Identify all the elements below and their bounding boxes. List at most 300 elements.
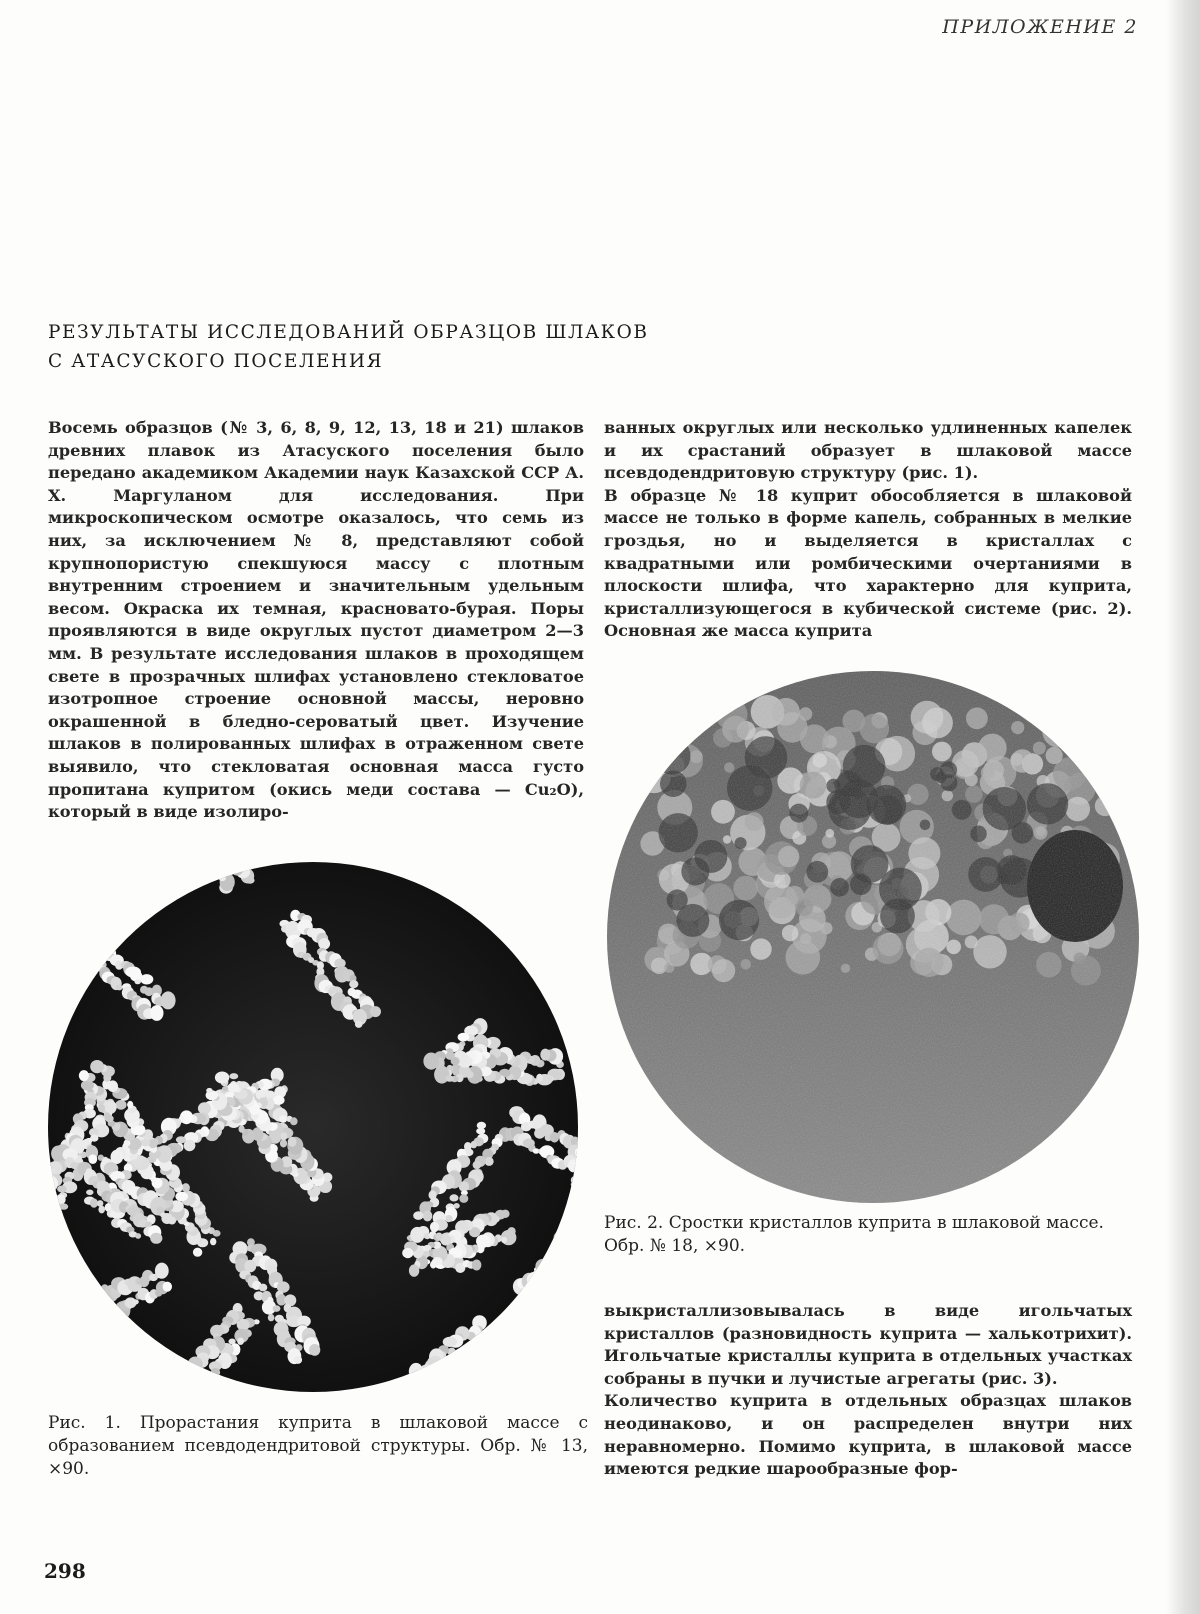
texture-dot — [490, 1336, 497, 1342]
texture-dot — [548, 1259, 561, 1270]
texture-dot — [534, 1339, 547, 1353]
texture-dot — [526, 1324, 542, 1335]
texture-dot — [548, 1323, 563, 1339]
texture-dot — [55, 1194, 65, 1204]
article-title-line-1: РЕЗУЛЬТАТЫ ИССЛЕДОВАНИЙ ОБРАЗЦОВ ШЛАКОВ — [48, 322, 649, 343]
texture-dot — [61, 929, 73, 939]
left-column-text: Восемь образцов (№ 3, 6, 8, 9, 12, 13, 18 и 21) шлаков древних плавок из Атасуского поселения было передано академиком Академии наук Казахской ССР А. Х. Маргуланом для исследования. При микроскопическом осмотре оказалось, что семь из них, за исключением № 8, представляют собой крупнопористую спекшуюся массу с плотным внутренним строением и значительным удельным весом. Окраска их темная, красновато-бурая. Поры проявляются в виде округлых пустот диаметром 2—3 мм. В результате исследования шлаков в проходящем свете в прозрачных шлифах установлено стекловатое изотропное строение основной массы, неровно окрашенной в бледно-сероватый цвет. Изучение шлаков в полированных шлифах в отраженном свете выявило, что стекловатая основная масса густо пропитана купритом (окись меди состава — Cu₂O), который в виде изолиро- — [48, 418, 584, 822]
texture-dot — [176, 1136, 186, 1143]
texture-dot — [370, 1006, 381, 1017]
texture-dot — [446, 1075, 454, 1081]
texture-dot — [217, 862, 227, 868]
texture-dot — [558, 1341, 574, 1357]
texture-dot — [105, 1100, 117, 1113]
texture-dot — [51, 1146, 64, 1162]
texture-dot — [90, 930, 98, 937]
texture-dot — [150, 1005, 163, 1021]
texture-dot — [563, 1275, 570, 1283]
texture-dot — [537, 1291, 543, 1296]
texture-dot — [565, 1220, 578, 1231]
texture-dot — [413, 1211, 423, 1220]
texture-dot — [227, 1083, 239, 1093]
texture-dot — [211, 1368, 221, 1377]
texture-dot — [560, 1223, 571, 1236]
texture-dot — [555, 1295, 570, 1307]
texture-dot — [568, 1235, 578, 1248]
texture-dot — [549, 1258, 559, 1265]
texture-dot — [551, 1305, 564, 1316]
texture-dot — [470, 1357, 479, 1367]
texture-dot — [552, 1275, 559, 1282]
texture-dot — [522, 1338, 530, 1347]
texture-dot — [163, 1282, 172, 1292]
texture-dot — [542, 1341, 549, 1349]
texture-dot — [92, 939, 102, 951]
texture-dot — [193, 1248, 202, 1257]
texture-dot — [60, 933, 74, 950]
texture-dot — [541, 1289, 548, 1295]
texture-dot — [547, 1313, 559, 1325]
texture-dot — [294, 1356, 302, 1364]
texture-crystal — [680, 704, 698, 722]
texture-dot — [446, 1052, 455, 1060]
texture-dot — [70, 939, 76, 944]
texture-dot — [576, 1342, 578, 1351]
texture-dot — [460, 1355, 467, 1360]
texture-dot — [189, 1372, 197, 1379]
texture-dot — [441, 1364, 452, 1374]
texture-dot — [234, 862, 249, 869]
texture-dot — [440, 1391, 452, 1392]
texture-dot — [85, 924, 97, 933]
texture-dot — [567, 1217, 574, 1222]
texture-dot — [538, 1300, 549, 1312]
texture-dot — [474, 1384, 481, 1392]
texture-dot — [48, 905, 54, 914]
texture-dot — [402, 1248, 413, 1258]
texture-dot — [462, 1359, 468, 1365]
texture-dot — [391, 1390, 401, 1393]
texture-dot — [429, 1389, 438, 1392]
texture-dot — [537, 1354, 552, 1370]
texture-dot — [451, 1360, 458, 1366]
texture-dot — [555, 1248, 570, 1261]
texture-dot — [527, 1272, 542, 1287]
texture-dot — [239, 1125, 245, 1132]
texture-dot — [273, 1305, 281, 1312]
texture-dot — [546, 1340, 559, 1351]
texture-dot — [198, 862, 205, 864]
texture-dot — [68, 912, 81, 924]
texture-dot — [571, 1243, 578, 1255]
texture-dot — [198, 1385, 206, 1391]
texture-dot — [459, 1194, 468, 1203]
texture-dot — [535, 1282, 549, 1297]
texture-dot — [568, 1194, 578, 1206]
texture-dot — [280, 1139, 287, 1147]
texture-dot — [566, 1254, 578, 1272]
texture-dot — [48, 1239, 49, 1253]
texture-dot — [135, 979, 141, 984]
texture-dot — [150, 1233, 162, 1244]
texture-dot — [49, 920, 60, 929]
texture-dot — [67, 918, 82, 931]
texture-dot — [573, 1256, 578, 1270]
texture-dot — [555, 1365, 563, 1372]
texture-dot — [219, 869, 226, 877]
texture-dot — [92, 933, 103, 941]
texture-dot — [288, 1137, 297, 1147]
texture-dot — [501, 1237, 507, 1243]
texture-dot — [472, 1346, 485, 1359]
texture-dot — [485, 1157, 494, 1166]
texture-dot — [48, 1212, 60, 1224]
texture-dot — [457, 1379, 465, 1387]
texture-dot — [439, 1378, 450, 1386]
texture-dot — [75, 941, 82, 947]
texture-dot — [48, 1235, 51, 1249]
texture-dot — [170, 1386, 185, 1392]
texture-dot — [565, 1276, 577, 1290]
texture-dot — [135, 1233, 141, 1239]
figure-2-image — [607, 671, 1139, 1203]
texture-dot — [556, 1343, 565, 1353]
texture-dot — [409, 1363, 423, 1380]
texture-dot — [86, 1190, 93, 1196]
texture-dot — [309, 1344, 320, 1356]
texture-dot — [573, 1360, 578, 1370]
texture-dot — [533, 1300, 539, 1307]
texture-dot — [175, 1192, 188, 1201]
texture-dot — [433, 1376, 446, 1391]
texture-dot — [430, 1261, 437, 1269]
texture-crystal — [670, 706, 688, 724]
texture-dot — [446, 1384, 461, 1392]
texture-dot — [48, 1226, 52, 1237]
texture-dot — [219, 862, 231, 863]
texture-dot — [529, 1307, 545, 1321]
texture-dot — [318, 938, 330, 949]
texture-dot — [557, 1254, 568, 1262]
texture-dot — [430, 1222, 439, 1232]
texture-dot — [575, 1165, 578, 1170]
texture-dot — [210, 1238, 216, 1245]
texture-dot — [188, 1357, 203, 1373]
texture-dot — [48, 1189, 52, 1198]
texture-dot — [79, 1070, 89, 1081]
texture-dot — [129, 1154, 137, 1160]
texture-dot — [542, 1344, 550, 1353]
texture-dot — [203, 862, 211, 868]
texture-dot — [115, 1100, 126, 1110]
texture-dot — [454, 1365, 465, 1377]
texture-dot — [453, 1356, 464, 1365]
texture-dot — [414, 1378, 421, 1383]
texture-dot — [551, 1280, 567, 1291]
texture-dot — [161, 991, 176, 1009]
texture-dot — [116, 985, 123, 991]
texture-dot — [268, 1314, 275, 1321]
texture-dot — [215, 1072, 229, 1084]
texture-dot — [565, 1211, 573, 1217]
texture-dot — [475, 1380, 486, 1389]
texture-dot — [90, 1198, 98, 1207]
texture-dot — [182, 1183, 190, 1192]
texture-crystal — [1101, 782, 1110, 791]
texture-dot — [48, 887, 56, 900]
texture-dot — [445, 1215, 453, 1222]
texture-dot — [221, 862, 233, 871]
figure-1-micrograph — [48, 862, 578, 1392]
texture-dot — [476, 1336, 492, 1350]
texture-dot — [259, 1284, 268, 1292]
texture-dot — [105, 1301, 114, 1309]
texture-dot — [445, 1360, 459, 1376]
texture-dot — [560, 1357, 570, 1367]
texture-dot — [244, 1260, 256, 1273]
texture-dot — [100, 1307, 115, 1320]
texture-dot — [48, 1224, 54, 1231]
texture-crystal — [655, 762, 663, 770]
texture-dot — [127, 1101, 133, 1108]
texture-dot — [219, 876, 226, 882]
texture-dot — [460, 1375, 469, 1384]
texture-dot — [524, 1334, 535, 1343]
texture-dot — [535, 1259, 550, 1274]
texture-dot — [566, 1243, 578, 1254]
texture-dot — [544, 1318, 558, 1330]
texture-crystal — [630, 725, 666, 761]
texture-dot — [556, 1302, 567, 1312]
texture-dot — [543, 1261, 557, 1273]
right-column-top — [604, 417, 1132, 643]
texture-dot — [199, 1378, 210, 1389]
page-number: 298 — [44, 1559, 86, 1583]
texture-dot — [537, 1294, 548, 1306]
texture-dot — [290, 1117, 298, 1125]
right-column-paragraph-2: В образце № 18 куприт обособляется в шлаковой массе не только в форме капель, собранных в мелкие гроздья, но и выделяется в кристаллах с квадратными или ромбическими очертаниями в плоскости шлифа, что характерно для куприта, кристаллизующегося в кубической системе (рис. 2). Основная же масса куприта — [604, 485, 1132, 641]
texture-dot — [541, 1361, 556, 1377]
texture-dot — [568, 1345, 579, 1360]
texture-dot — [421, 1364, 434, 1374]
texture-dot — [561, 1230, 576, 1241]
texture-dot — [77, 950, 86, 958]
texture-dot — [525, 1328, 536, 1339]
texture-dot — [423, 1053, 439, 1070]
texture-dot — [466, 1384, 476, 1392]
texture-dot — [477, 1362, 488, 1372]
texture-dot — [140, 974, 153, 984]
texture-dot — [442, 1387, 451, 1392]
texture-dot — [553, 1311, 568, 1322]
texture-dot — [400, 1377, 413, 1389]
texture-dot — [565, 1269, 573, 1275]
texture-dot — [476, 1373, 487, 1384]
texture-dot — [551, 1283, 561, 1294]
texture-dot — [53, 1206, 60, 1211]
texture-dot — [578, 1228, 579, 1241]
texture-dot — [430, 1381, 437, 1386]
texture-dot — [70, 949, 82, 958]
texture-dot — [84, 949, 93, 959]
texture-dot — [57, 899, 73, 912]
texture-dot — [450, 1194, 459, 1201]
texture-dot — [452, 1381, 460, 1390]
texture-dot — [568, 1198, 578, 1213]
texture-dot — [57, 918, 69, 932]
article-title-line-2: С АТАСУСКОГО ПОСЕЛЕНИЯ — [48, 351, 384, 372]
texture-dot — [48, 898, 56, 910]
running-head: ПРИЛОЖЕНИЕ 2 — [942, 16, 1138, 38]
texture-dot — [551, 1366, 558, 1372]
texture-dot — [88, 1154, 97, 1164]
texture-dot — [545, 1339, 556, 1352]
figure-1-image — [48, 862, 578, 1392]
texture-dot — [470, 1351, 479, 1360]
texture-dot — [565, 1288, 574, 1298]
texture-dot — [558, 1239, 566, 1248]
texture-dot — [563, 1340, 578, 1358]
texture-dot — [48, 912, 52, 918]
texture-dot — [229, 1073, 238, 1079]
texture-dot — [98, 1104, 105, 1112]
texture-dot — [48, 885, 52, 894]
texture-dot — [569, 1260, 579, 1269]
texture-dot — [531, 1290, 541, 1302]
texture-dot — [558, 1246, 565, 1252]
texture-dot — [54, 928, 66, 940]
texture-dot — [571, 1253, 578, 1264]
texture-dot — [557, 1281, 567, 1291]
figure-2-micrograph — [607, 671, 1139, 1203]
texture-dot — [213, 1376, 220, 1382]
texture-dot — [571, 1231, 578, 1248]
texture-dot — [279, 1115, 287, 1123]
texture-dot — [528, 1320, 538, 1328]
texture-dot — [185, 1375, 198, 1385]
texture-dot — [534, 1317, 543, 1323]
texture-dot — [401, 1386, 407, 1391]
texture-dot — [544, 1283, 553, 1290]
texture-dot — [355, 1021, 363, 1028]
texture-dot — [466, 1391, 472, 1392]
texture-crystal — [1085, 697, 1120, 732]
texture-dot — [62, 913, 74, 923]
texture-dot — [574, 1186, 578, 1198]
texture-dot — [230, 862, 243, 876]
texture-dot — [208, 862, 217, 873]
right-column-paragraph-4: Количество куприта в отдельных образцах шлаков неодинаково, и он распределен внутри них неравномерно. Помимо куприта, в шлаковой массе имеются редкие шарообразные фор- — [604, 1391, 1132, 1479]
texture-dot — [557, 1244, 568, 1255]
texture-dot — [155, 1263, 169, 1279]
texture-crystal — [646, 713, 679, 746]
texture-dot — [563, 1245, 574, 1256]
texture-dot — [565, 1262, 577, 1272]
texture-dot — [98, 1206, 105, 1214]
texture-dot — [552, 1271, 565, 1282]
texture-dot — [546, 1333, 561, 1348]
texture-dot — [475, 1342, 490, 1356]
right-column-paragraph-1: ванных округлых или несколько удлиненных капелек и их срастаний образует в шлаковой массе псевдодендритовую структуру (рис. 1). — [604, 418, 1132, 483]
texture-dot — [194, 1368, 201, 1377]
texture-dot — [425, 1359, 439, 1374]
right-column-paragraph-3: выкристаллизовывалась в виде игольчатых кристаллов (разновидность куприта — халькотрихит). Игольчатые кристаллы куприта в отдельных участках собраны в пучки и лучистые агрегаты (рис. 3). — [604, 1301, 1132, 1388]
texture-dot — [189, 1388, 203, 1392]
texture-dot — [462, 1365, 472, 1374]
texture-dot — [395, 1386, 402, 1392]
texture-dot — [173, 1382, 189, 1392]
texture-dot — [48, 1205, 58, 1219]
texture-dot — [435, 1233, 442, 1240]
texture-dot — [57, 1186, 67, 1193]
texture-dot — [59, 1203, 68, 1209]
texture-dot — [225, 862, 234, 866]
texture-dot — [48, 1181, 49, 1190]
texture-dot — [545, 1277, 560, 1288]
texture-dot — [550, 1253, 561, 1262]
texture-dot — [349, 980, 358, 988]
texture-dot — [560, 1293, 569, 1301]
texture-dot — [554, 1232, 564, 1243]
texture-dot — [479, 1330, 493, 1346]
texture-dot — [577, 1161, 579, 1173]
texture-crystal — [674, 698, 708, 732]
texture-dot — [206, 1088, 212, 1093]
texture-dot — [473, 1161, 482, 1169]
texture-dot — [220, 873, 235, 891]
texture-dot — [472, 1260, 482, 1271]
texture-dot — [544, 1265, 553, 1276]
texture-dot — [237, 1338, 244, 1345]
page-edge-shadow — [1166, 0, 1200, 1614]
texture-dot — [549, 1343, 562, 1357]
texture-dot — [535, 1361, 543, 1371]
texture-dot — [569, 1192, 576, 1197]
texture-dot — [48, 1215, 54, 1226]
figure-2-caption: Рис. 2. Сростки кристаллов куприта в шлаковой массе. Обр. № 18, ×90. — [604, 1213, 1104, 1256]
texture-dot — [419, 1384, 428, 1393]
texture-dot — [57, 917, 63, 924]
texture-dot — [481, 1370, 493, 1383]
texture-dot — [537, 1291, 547, 1299]
texture-dot — [533, 1271, 540, 1277]
texture-dot — [409, 1264, 419, 1276]
texture-dot — [466, 1355, 478, 1365]
texture-dot — [423, 1210, 433, 1221]
figure-1-caption: Рис. 1. Прорастания куприта в шлаковой массе с образованием псевдодендритовой структуры. Обр. № 13, ×90. — [48, 1413, 588, 1479]
texture-dot — [79, 927, 87, 934]
texture-dot — [48, 927, 62, 938]
texture-dot — [99, 1295, 105, 1302]
texture-dot — [180, 1383, 195, 1392]
texture-dot — [563, 1365, 575, 1373]
texture-dot — [48, 917, 55, 930]
texture-dot — [72, 924, 83, 934]
texture-dot — [208, 1378, 215, 1385]
texture-dot — [182, 1379, 191, 1386]
texture-dot — [48, 1231, 52, 1244]
texture-dot — [418, 1391, 425, 1392]
texture-dot — [544, 1331, 552, 1337]
texture-dot — [555, 1258, 563, 1265]
texture-dot — [567, 1360, 578, 1375]
texture-dot — [439, 1370, 452, 1381]
texture-dot — [537, 1307, 546, 1315]
texture-dot — [542, 1281, 554, 1295]
texture-dot — [476, 1128, 485, 1135]
texture-dot — [222, 1086, 228, 1091]
texture-dot — [168, 1217, 176, 1225]
